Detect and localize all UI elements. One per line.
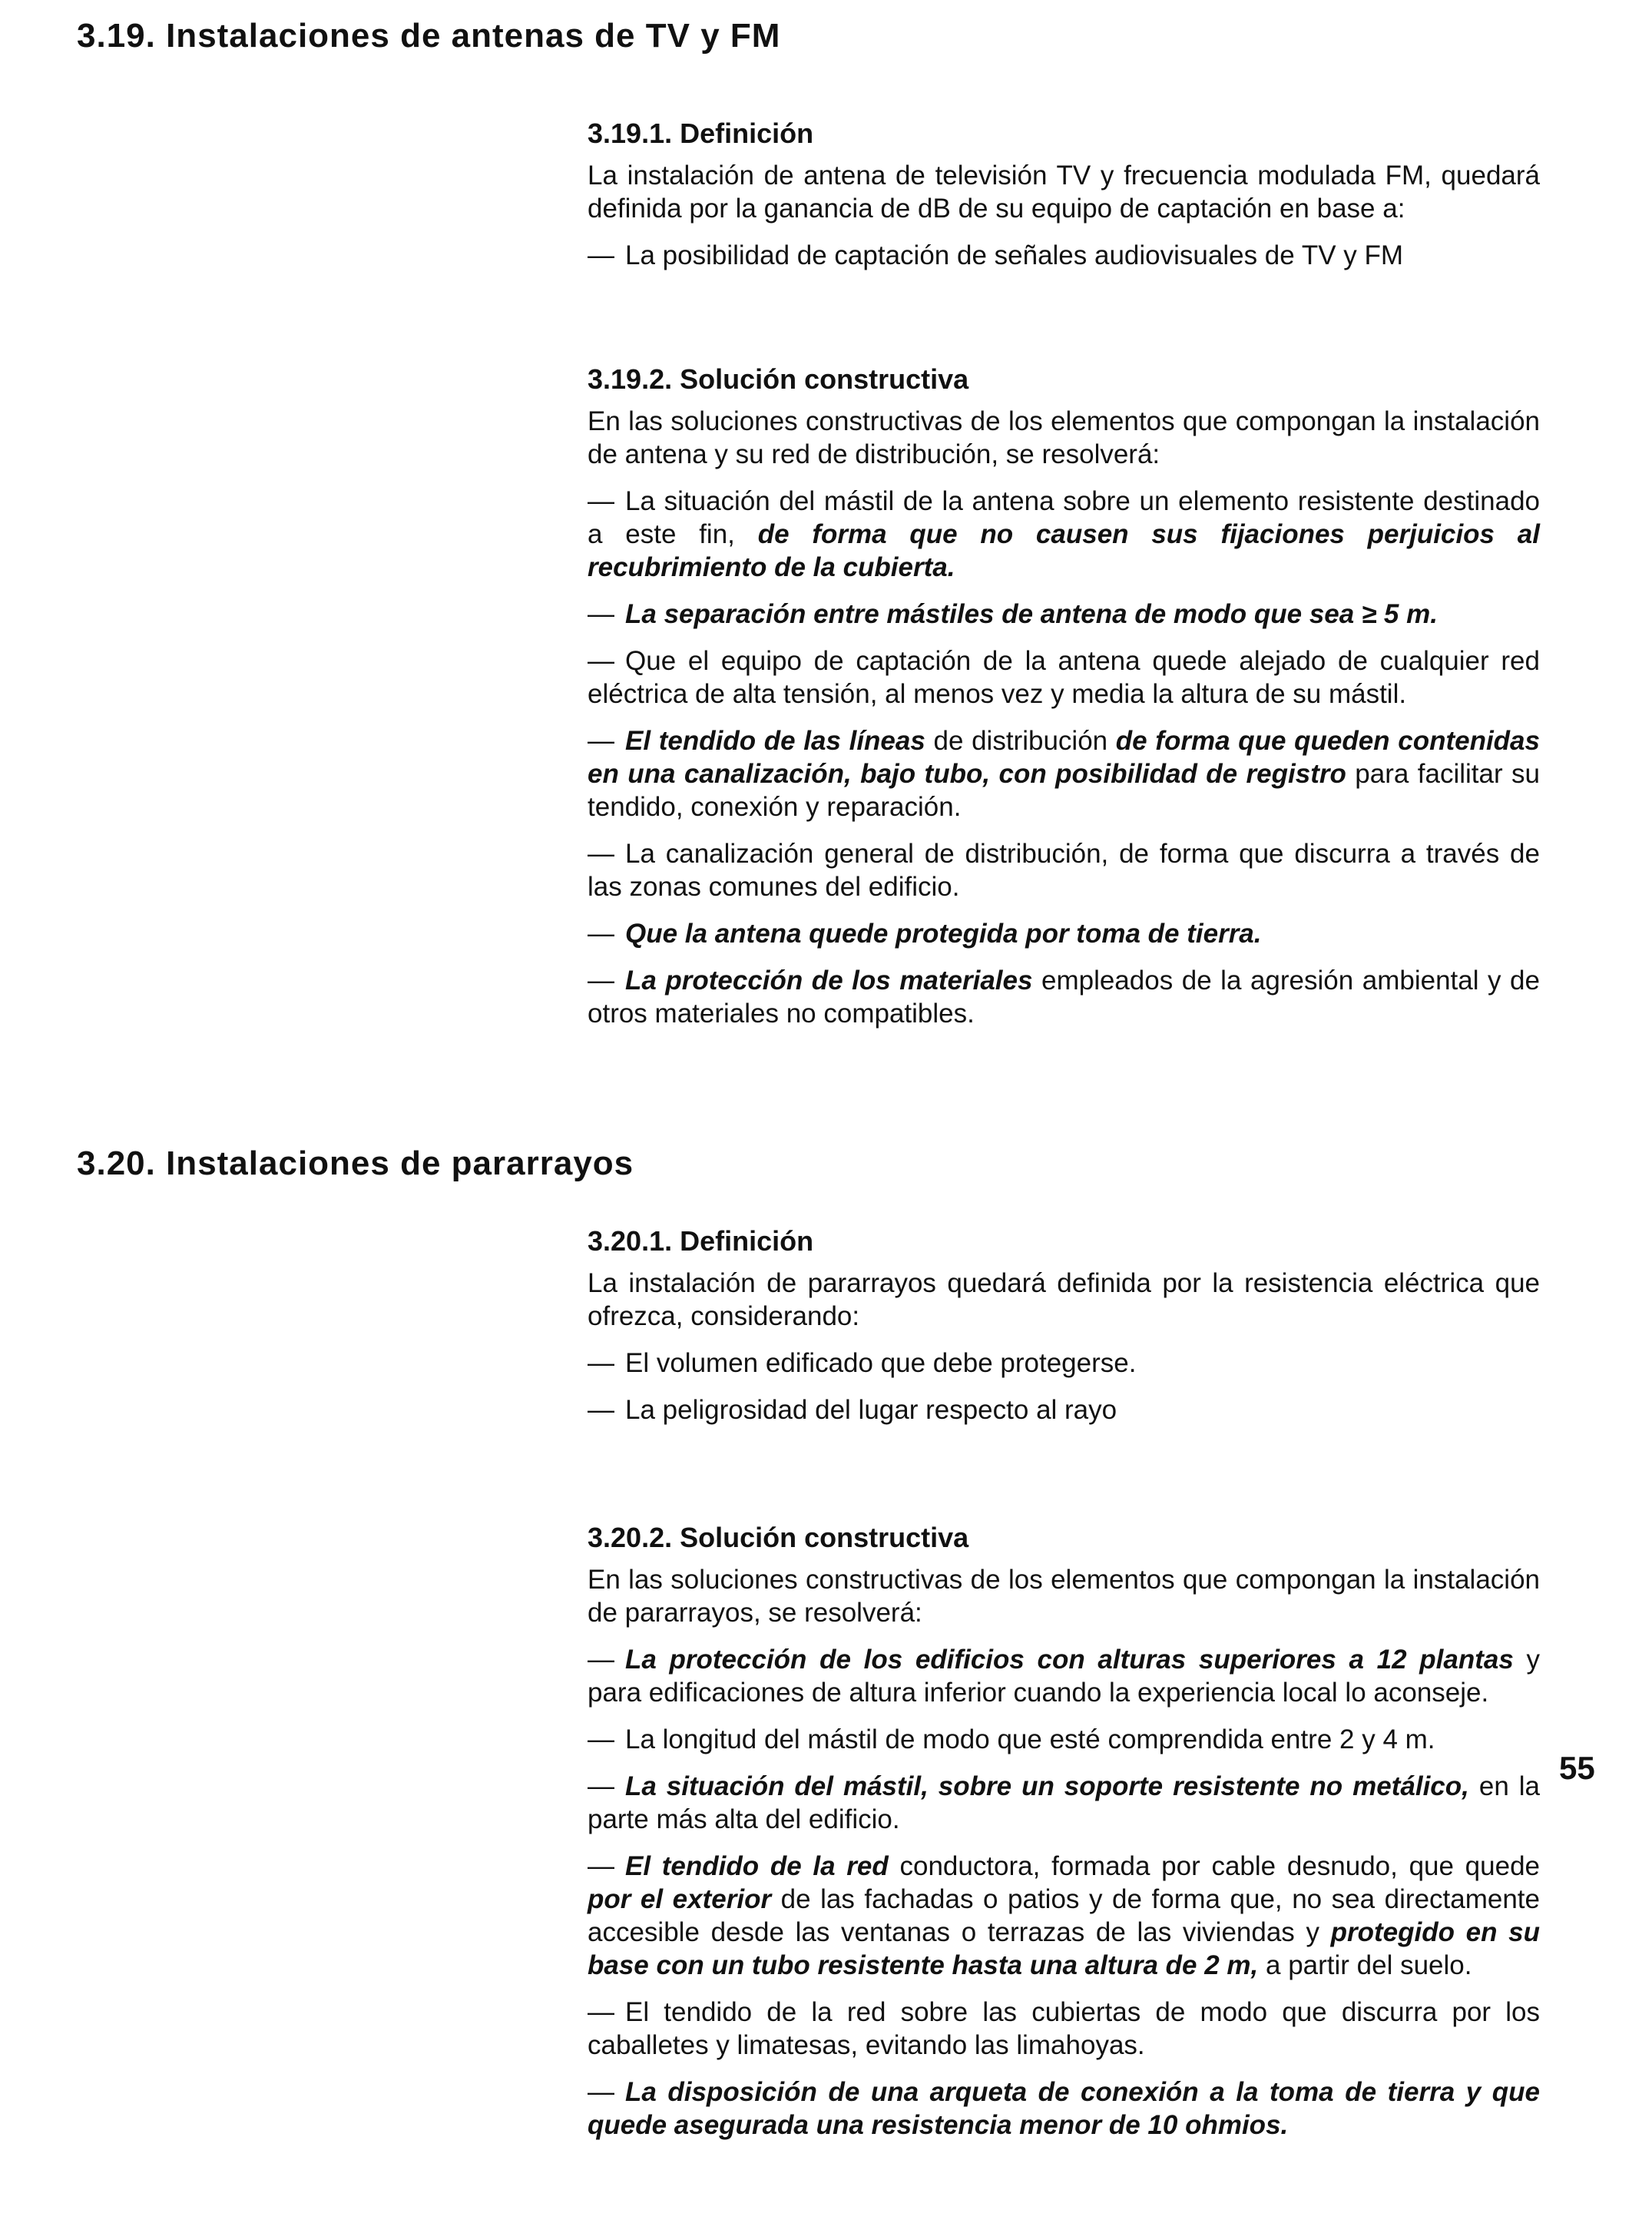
list-item: — La disposición de una arqueta de conexión a la toma de tierra y que quede asegurada una resistencia menor de 10 ohmios. bbox=[588, 2077, 1540, 2140]
list-item: — La separación entre mástiles de antena de modo que sea ≥ 5 m. bbox=[588, 599, 1438, 629]
list-item: — El tendido de la red sobre las cubiertas de modo que discurra por los caballetes y limatesas, evitando las limahoyas. bbox=[588, 1997, 1540, 2060]
list-item: — La longitud del mástil de modo que esté comprendida entre 2 y 4 m. bbox=[588, 1724, 1435, 1754]
subsection-heading-3-19-1: 3.19.1. Definición bbox=[588, 118, 814, 149]
list-item: — La canalización general de distribución, de forma que discurra a través de las zonas comunes del edificio. bbox=[588, 839, 1540, 902]
paragraph-3-20-2-intro: En las soluciones constructivas de los elementos que compongan la instalación de pararrayos, se resolverá: bbox=[588, 1565, 1540, 1628]
list-item: — Que la antena quede protegida por toma de tierra. bbox=[588, 919, 1262, 949]
list-item: — El volumen edificado que debe protegerse. bbox=[588, 1348, 1137, 1378]
list-item: — El tendido de las líneas de distribución de forma que queden contenidas en una canalización, bajo tubo, con posibilidad de registro para facilitar su tendido, conexión y reparación. bbox=[588, 726, 1540, 822]
subsection-heading-3-20-2: 3.20.2. Solución constructiva bbox=[588, 1522, 969, 1553]
paragraph-3-19-1-intro: La instalación de antena de televisión TV y frecuencia modulada FM, quedará definida por la ganancia de dB de su equipo de captación en base a: bbox=[588, 161, 1540, 224]
section-3-20-1-body bbox=[588, 1224, 1540, 1440]
list-item: — La situación del mástil de la antena sobre un elemento resistente destinado a este fin, de forma que no causen sus fijaciones perjuicios al recubrimiento de la cubierta. bbox=[588, 486, 1540, 582]
page-number: 55 bbox=[1559, 1750, 1595, 1786]
subsection-heading-3-20-1: 3.20.1. Definición bbox=[588, 1225, 814, 1257]
section-3-20-2-body bbox=[588, 1521, 1540, 2155]
list-item: — La peligrosidad del lugar respecto al rayo bbox=[588, 1395, 1117, 1425]
paragraph-3-19-2-intro: En las soluciones constructivas de los elementos que compongan la instalación de antena y su red de distribución, se resolverá: bbox=[588, 406, 1540, 469]
list-item: — La protección de los edificios con alturas superiores a 12 plantas y para edificaciones de altura inferior cuando la experiencia local lo aconseje. bbox=[588, 1645, 1540, 1708]
list-item: — La posibilidad de captación de señales audiovisuales de TV y FM bbox=[588, 240, 1404, 270]
section-heading-3-19: 3.19. Instalaciones de antenas de TV y FM bbox=[77, 17, 781, 55]
subsection-heading-3-19-2: 3.19.2. Solución constructiva bbox=[588, 363, 969, 395]
list-item: — El tendido de la red conductora, formada por cable desnudo, que quede por el exterior de las fachadas o patios y de forma que, no sea directamente accesible desde las ventanas o terrazas de las viviendas y protegido en su base con un tubo resistente hasta una altura de 2 m, a partir del suelo. bbox=[588, 1851, 1541, 1980]
section-3-19-body bbox=[588, 117, 1540, 1044]
section-heading-3-20: 3.20. Instalaciones de pararrayos bbox=[77, 1145, 634, 1182]
list-item: — Que el equipo de captación de la antena quede alejado de cualquier red eléctrica de alta tensión, al menos vez y media la altura de su mástil. bbox=[588, 646, 1540, 709]
list-item: — La protección de los materiales empleados de la agresión ambiental y de otros materiales no compatibles. bbox=[588, 966, 1540, 1029]
paragraph-3-20-1-intro: La instalación de pararrayos quedará definida por la resistencia eléctrica que ofrezca, considerando: bbox=[588, 1268, 1540, 1331]
list-item: — La situación del mástil, sobre un soporte resistente no metálico, en la parte más alta del edificio. bbox=[588, 1771, 1540, 1834]
